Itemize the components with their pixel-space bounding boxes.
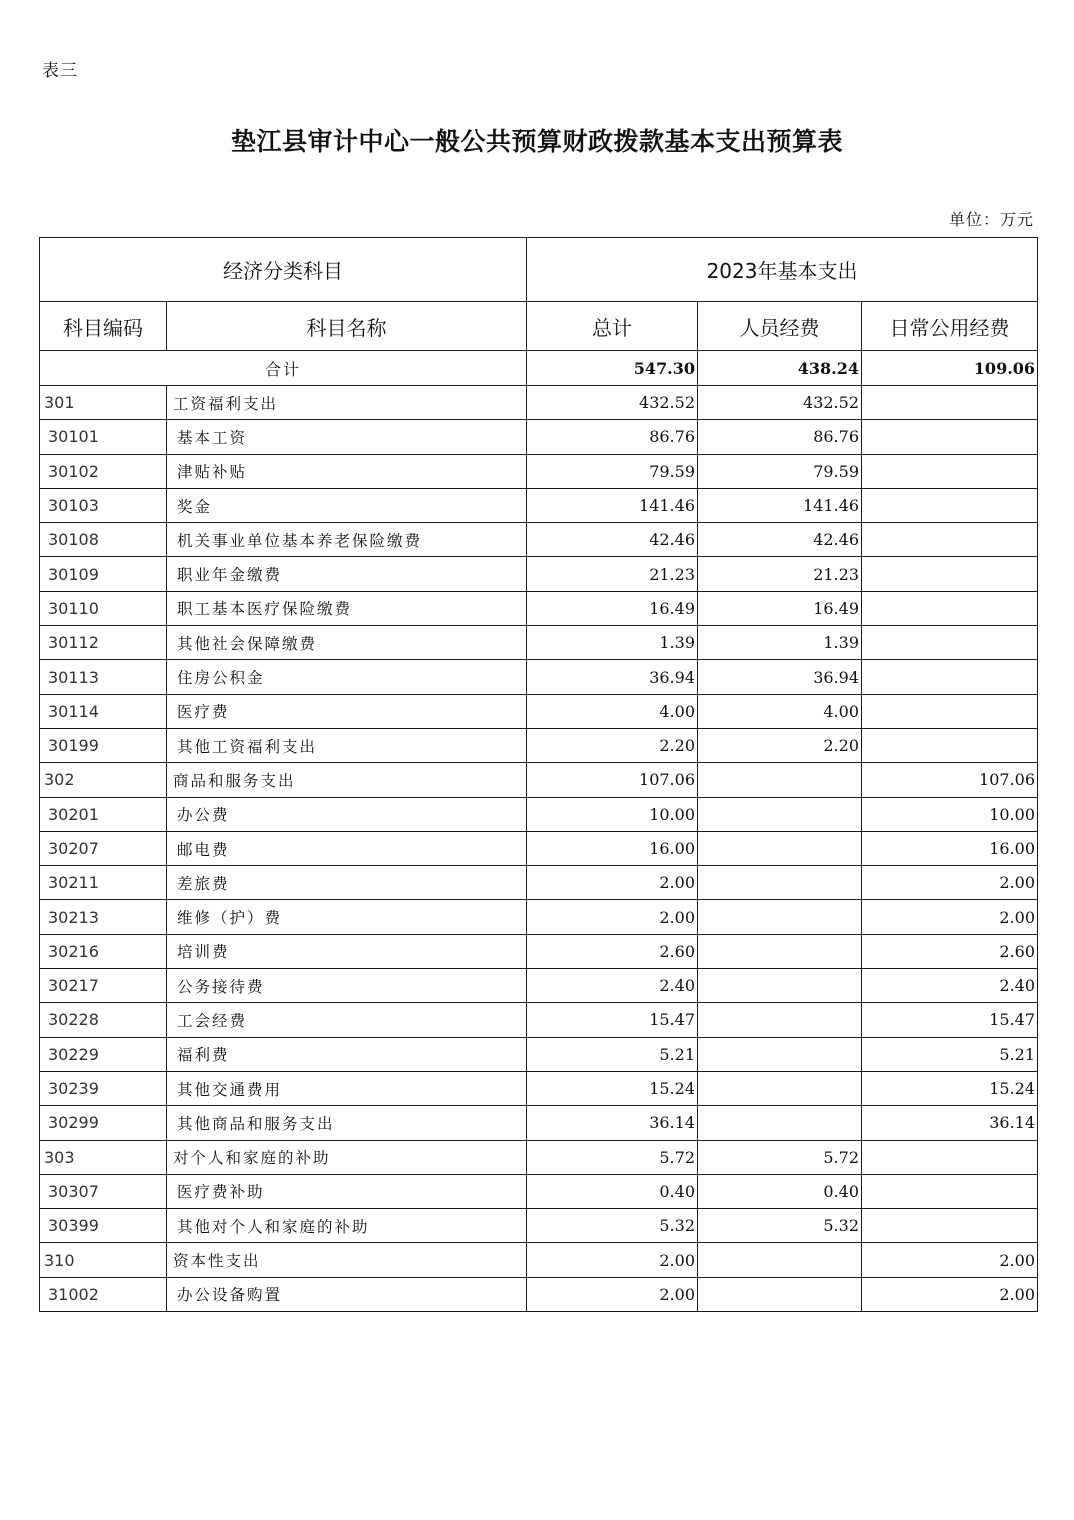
- table-row: [40, 831, 1038, 865]
- code-cell: 30101: [40, 420, 167, 454]
- total-cell: 2.60: [527, 934, 698, 968]
- table-row: [40, 1140, 1038, 1174]
- table-row: [40, 1003, 1038, 1037]
- code-cell: 30228: [40, 1003, 167, 1037]
- code-cell: 30213: [40, 900, 167, 934]
- table-row: [40, 1037, 1038, 1071]
- personnel-cell: [698, 1106, 862, 1140]
- public-cell: [862, 454, 1038, 488]
- total-cell: 2.40: [527, 969, 698, 1003]
- document-label: 表三: [42, 61, 78, 81]
- table-row: [40, 660, 1038, 694]
- name-cell: 工会经费: [167, 1003, 527, 1037]
- public-cell: [862, 386, 1038, 420]
- total-cell: 21.23: [527, 557, 698, 591]
- personnel-cell: [698, 831, 862, 865]
- public-cell: [862, 488, 1038, 522]
- name-cell: 基本工资: [167, 420, 527, 454]
- total-cell: 2.20: [527, 728, 698, 762]
- code-cell: 30109: [40, 557, 167, 591]
- public-cell: 15.24: [862, 1071, 1038, 1105]
- code-cell: 30299: [40, 1106, 167, 1140]
- personnel-cell: 42.46: [698, 523, 862, 557]
- name-cell: 其他对个人和家庭的补助: [167, 1209, 527, 1243]
- table-row: [40, 1071, 1038, 1105]
- total-public: 109.06: [862, 351, 1038, 386]
- name-cell: 职业年金缴费: [167, 557, 527, 591]
- total-cell: 2.00: [527, 866, 698, 900]
- personnel-cell: 86.76: [698, 420, 862, 454]
- personnel-cell: [698, 969, 862, 1003]
- table-row: [40, 934, 1038, 968]
- code-cell: 30199: [40, 728, 167, 762]
- personnel-cell: [698, 797, 862, 831]
- total-cell: 107.06: [527, 763, 698, 797]
- total-cell: 10.00: [527, 797, 698, 831]
- name-cell: 机关事业单位基本养老保险缴费: [167, 523, 527, 557]
- public-cell: 2.40: [862, 969, 1038, 1003]
- name-cell: 津贴补贴: [167, 454, 527, 488]
- header-personnel: 人员经费: [698, 302, 862, 351]
- public-cell: [862, 660, 1038, 694]
- public-cell: 107.06: [862, 763, 1038, 797]
- public-cell: 2.00: [862, 1243, 1038, 1277]
- header-row-columns: [40, 302, 1038, 351]
- personnel-cell: [698, 1037, 862, 1071]
- code-cell: 302: [40, 763, 167, 797]
- total-cell: 4.00: [527, 694, 698, 728]
- table-row: [40, 1106, 1038, 1140]
- header-total: 总计: [527, 302, 698, 351]
- name-cell: 其他商品和服务支出: [167, 1106, 527, 1140]
- table-row: [40, 694, 1038, 728]
- public-cell: [862, 694, 1038, 728]
- name-cell: 其他社会保障缴费: [167, 626, 527, 660]
- total-cell: 2.00: [527, 1243, 698, 1277]
- total-cell: 36.14: [527, 1106, 698, 1140]
- total-cell: 15.47: [527, 1003, 698, 1037]
- public-cell: [862, 1209, 1038, 1243]
- code-cell: 30239: [40, 1071, 167, 1105]
- personnel-cell: [698, 1003, 862, 1037]
- public-cell: 2.00: [862, 1277, 1038, 1311]
- unit-label: 单位：万元: [948, 210, 1034, 229]
- total-label: 合计: [40, 351, 527, 386]
- name-cell: 其他工资福利支出: [167, 728, 527, 762]
- header-name: 科目名称: [167, 302, 527, 351]
- total-cell: 36.94: [527, 660, 698, 694]
- public-cell: [862, 420, 1038, 454]
- total-cell: 1.39: [527, 626, 698, 660]
- personnel-cell: 21.23: [698, 557, 862, 591]
- total-row: [40, 351, 1038, 386]
- code-cell: 30229: [40, 1037, 167, 1071]
- name-cell: 商品和服务支出: [167, 763, 527, 797]
- name-cell: 住房公积金: [167, 660, 527, 694]
- code-cell: 31002: [40, 1277, 167, 1311]
- personnel-cell: [698, 900, 862, 934]
- public-cell: [862, 1174, 1038, 1208]
- code-cell: 30114: [40, 694, 167, 728]
- personnel-cell: [698, 763, 862, 797]
- name-cell: 维修（护）费: [167, 900, 527, 934]
- code-cell: 30112: [40, 626, 167, 660]
- table-row: [40, 386, 1038, 420]
- personnel-cell: 36.94: [698, 660, 862, 694]
- code-cell: 30103: [40, 488, 167, 522]
- table-row: [40, 420, 1038, 454]
- total-cell: 16.00: [527, 831, 698, 865]
- table-row: [40, 728, 1038, 762]
- personnel-cell: 5.32: [698, 1209, 862, 1243]
- name-cell: 差旅费: [167, 866, 527, 900]
- public-cell: 2.00: [862, 900, 1038, 934]
- budget-table-body: [40, 238, 1038, 1312]
- total-cell: 2.00: [527, 900, 698, 934]
- public-cell: [862, 1140, 1038, 1174]
- personnel-cell: [698, 1243, 862, 1277]
- personnel-cell: [698, 934, 862, 968]
- name-cell: 奖金: [167, 488, 527, 522]
- header-econ-category: 经济分类科目: [40, 238, 527, 302]
- code-cell: 30110: [40, 591, 167, 625]
- personnel-cell: 141.46: [698, 488, 862, 522]
- total-cell: 0.40: [527, 1174, 698, 1208]
- total-cell: 42.46: [527, 523, 698, 557]
- code-cell: 30207: [40, 831, 167, 865]
- name-cell: 工资福利支出: [167, 386, 527, 420]
- public-cell: 15.47: [862, 1003, 1038, 1037]
- total-cell: 432.52: [527, 386, 698, 420]
- table-row: [40, 866, 1038, 900]
- public-cell: 10.00: [862, 797, 1038, 831]
- public-cell: [862, 591, 1038, 625]
- personnel-cell: 5.72: [698, 1140, 862, 1174]
- total-cell: 5.32: [527, 1209, 698, 1243]
- total-cell: 15.24: [527, 1071, 698, 1105]
- personnel-cell: 0.40: [698, 1174, 862, 1208]
- personnel-cell: 16.49: [698, 591, 862, 625]
- table-row: [40, 626, 1038, 660]
- page-title: 垫江县审计中心一般公共预算财政拨款基本支出预算表: [230, 127, 843, 156]
- public-cell: [862, 626, 1038, 660]
- header-public: 日常公用经费: [862, 302, 1038, 351]
- personnel-cell: 4.00: [698, 694, 862, 728]
- code-cell: 30211: [40, 866, 167, 900]
- header-row-group: [40, 238, 1038, 302]
- name-cell: 培训费: [167, 934, 527, 968]
- public-cell: 2.60: [862, 934, 1038, 968]
- total-cell: 16.49: [527, 591, 698, 625]
- total-cell: 79.59: [527, 454, 698, 488]
- code-cell: 303: [40, 1140, 167, 1174]
- public-cell: [862, 728, 1038, 762]
- table-row: [40, 1209, 1038, 1243]
- name-cell: 医疗费补助: [167, 1174, 527, 1208]
- total-cell: 86.76: [527, 420, 698, 454]
- total-cell: 141.46: [527, 488, 698, 522]
- personnel-cell: [698, 866, 862, 900]
- personnel-cell: [698, 1277, 862, 1311]
- name-cell: 办公设备购置: [167, 1277, 527, 1311]
- table-row: [40, 1174, 1038, 1208]
- public-cell: 16.00: [862, 831, 1038, 865]
- personnel-cell: 432.52: [698, 386, 862, 420]
- table-row: [40, 969, 1038, 1003]
- personnel-cell: 2.20: [698, 728, 862, 762]
- name-cell: 邮电费: [167, 831, 527, 865]
- name-cell: 福利费: [167, 1037, 527, 1071]
- public-cell: [862, 557, 1038, 591]
- table-row: [40, 1277, 1038, 1311]
- table-row: [40, 763, 1038, 797]
- public-cell: 2.00: [862, 866, 1038, 900]
- table-row: [40, 591, 1038, 625]
- table-row: [40, 557, 1038, 591]
- budget-table: [39, 237, 1038, 1312]
- name-cell: 办公费: [167, 797, 527, 831]
- header-year-budget: 2023年基本支出: [527, 238, 1038, 302]
- table-row: [40, 488, 1038, 522]
- personnel-cell: [698, 1071, 862, 1105]
- code-cell: 30217: [40, 969, 167, 1003]
- total-personnel: 438.24: [698, 351, 862, 386]
- name-cell: 职工基本医疗保险缴费: [167, 591, 527, 625]
- table-row: [40, 454, 1038, 488]
- table-row: [40, 523, 1038, 557]
- code-cell: 30102: [40, 454, 167, 488]
- total-cell: 2.00: [527, 1277, 698, 1311]
- header-code: 科目编码: [40, 302, 167, 351]
- code-cell: 310: [40, 1243, 167, 1277]
- total-total: 547.30: [527, 351, 698, 386]
- name-cell: 医疗费: [167, 694, 527, 728]
- public-cell: 5.21: [862, 1037, 1038, 1071]
- code-cell: 30399: [40, 1209, 167, 1243]
- code-cell: 30307: [40, 1174, 167, 1208]
- total-cell: 5.72: [527, 1140, 698, 1174]
- name-cell: 公务接待费: [167, 969, 527, 1003]
- personnel-cell: 1.39: [698, 626, 862, 660]
- total-cell: 5.21: [527, 1037, 698, 1071]
- name-cell: 对个人和家庭的补助: [167, 1140, 527, 1174]
- public-cell: 36.14: [862, 1106, 1038, 1140]
- code-cell: 30201: [40, 797, 167, 831]
- table-row: [40, 900, 1038, 934]
- code-cell: 30113: [40, 660, 167, 694]
- code-cell: 301: [40, 386, 167, 420]
- public-cell: [862, 523, 1038, 557]
- code-cell: 30108: [40, 523, 167, 557]
- name-cell: 其他交通费用: [167, 1071, 527, 1105]
- code-cell: 30216: [40, 934, 167, 968]
- personnel-cell: 79.59: [698, 454, 862, 488]
- table-row: [40, 797, 1038, 831]
- name-cell: 资本性支出: [167, 1243, 527, 1277]
- table-row: [40, 1243, 1038, 1277]
